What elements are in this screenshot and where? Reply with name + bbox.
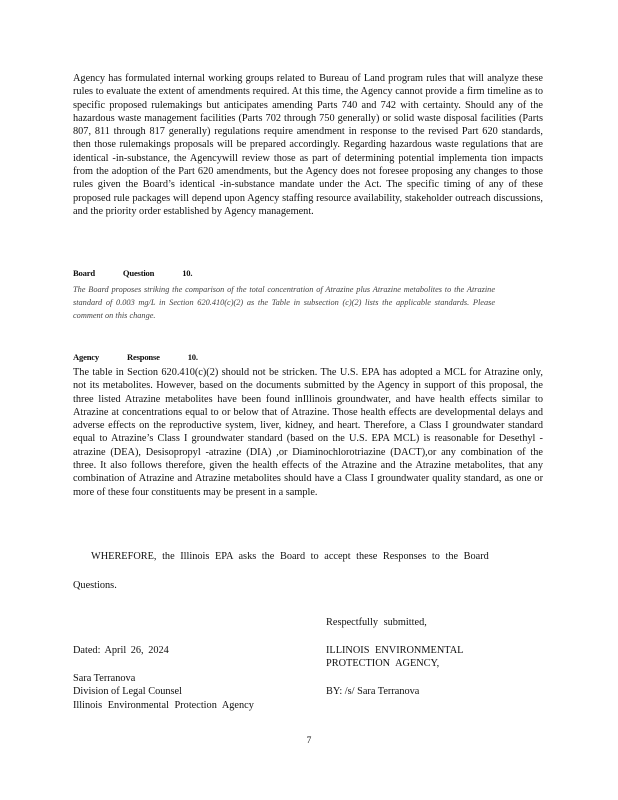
board-question-text: The Board proposes striking the comparison of the total concentration of Atrazine plus Atrazine metabolites to the Atrazine standard of 0.003 mg/L in Section 620.410(c)(2) as the Table in subsection (c)(2) lists the applicable standards. Please comment on this change.: [73, 285, 495, 321]
board-question-heading-3: 10.: [182, 268, 193, 278]
agency-response-heading: [73, 352, 224, 362]
agency-response-heading-1: Agency: [73, 352, 100, 362]
closing: Respectfully submitted,: [326, 617, 427, 628]
signature-line: BY: /s/ Sara Terranova: [326, 686, 420, 697]
wherefore-continuation: Questions.: [73, 580, 117, 591]
signer-division: Division of Legal Counsel: [73, 686, 182, 697]
board-question-heading: [73, 268, 218, 278]
board-question-heading-2: Question: [122, 268, 155, 278]
signer-name: Sara Terranova: [73, 673, 136, 684]
board-question-heading-1: Board: [73, 268, 95, 278]
agency-response-heading-2: Response: [126, 352, 160, 362]
date-line: Dated: April 26, 2024: [73, 645, 169, 656]
signer-agency: Illinois Environmental Protection Agency: [73, 700, 254, 711]
agency-response-heading-3: 10.: [187, 352, 198, 362]
agency-response-text: The table in Section 620.410(c)(2) should not be stricken. The U.S. EPA has adopted a MCL for Atrazine only, not its metabolites. However, based on the documents submitted by the Agency in support of this proposal, the three listed Atrazine metabolites have been found inIllinois groundwater, and have health effects similar to Atrazine at concentrations equal to or below that of Atrazine. Those health effects are developmental delays and adverse effects on the reproductive system, liver, kidney, and heart. Therefore, a Class I groundwater standard equal to Atrazine’s Class I groundwater standard (based on the U.S. EPA MCL) is reasonable for Desethyl -atrazine (DEA), Desisopropyl -atrazine (DIA) ,or Diaminochlorotriazine (DACT),or any combination of the three. It also follows therefore, given the health effects of the Atrazine and the Atrazine metabolites, that any combination of Atrazine and Atrazine metabolites should have a Class I groundwater quality standard, as one or more of these four constituents may be present in a sample.: [73, 367, 543, 498]
agency-name-line-2: PROTECTION AGENCY,: [326, 658, 440, 669]
intro-paragraph: Agency has formulated internal working groups related to Bureau of Land program rules that will analyze these rules to evaluate the extent of amendments required. At this time, the Agency cannot provide a firm timeline as to specific proposed rulemakings but anticipates amending Parts 740 and 742 with certainty. Should any of the hazardous waste management facilities (Parts 702 through 750 generally) or solid waste disposal facilities (Parts 807, 811 through 817 generally) regulations require amendment in response to the revised Part 620 standards, then those rulemakings proposals will be prepared accordingly. Regarding hazardous waste regulations that are identical -in-substance, the Agencywill review those as part of determining potential implementa tion impacts from the adoption of the Part 620 amendments, but the Agency does not foresee proposing any changes to those rules given the Board’s identical -in-substance mandate under the Act. The specific timing of any of these proposed rule packages will depend upon Agency staffing resource availability, stakeholder outreach discussions, and the priority order established by Agency management.: [73, 73, 543, 217]
wherefore-line: WHEREFORE, the Illinois EPA asks the Board to accept these Responses to the Board: [91, 551, 489, 562]
agency-name-line-1: ILLINOIS ENVIRONMENTAL: [326, 645, 464, 656]
page-number: 7: [306, 736, 312, 746]
